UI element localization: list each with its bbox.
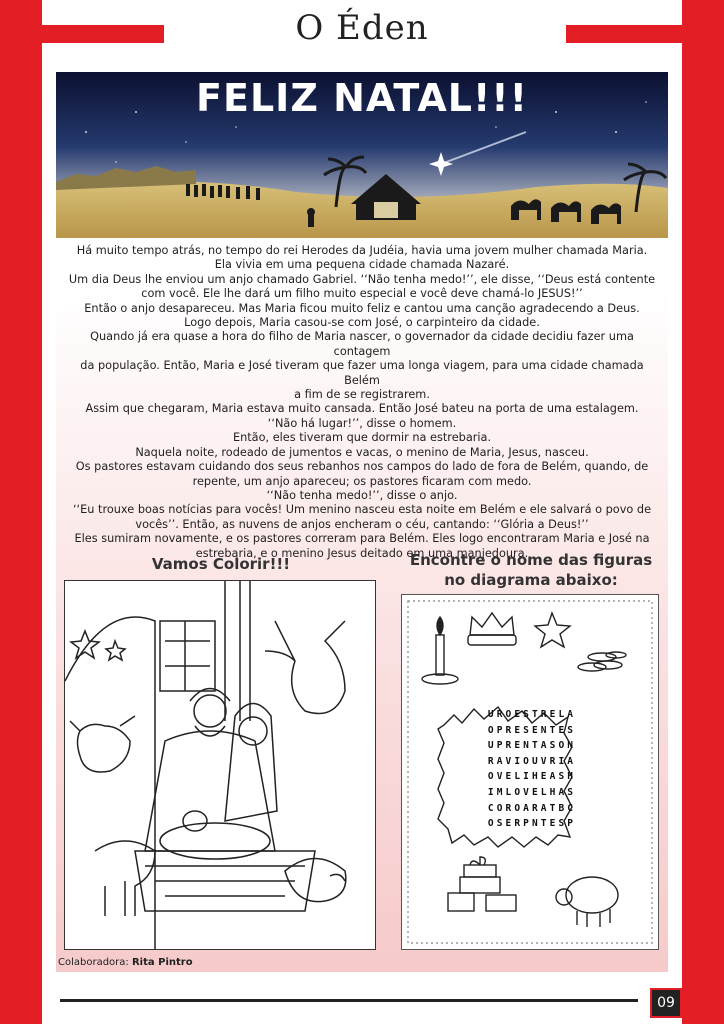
left-red-border xyxy=(0,0,42,1024)
story-line: a fim de se registrarem. xyxy=(294,388,430,402)
story-line: da população. Então, Maria e José tiveram que fazer uma longa viagem, para uma cidade chamada Belém xyxy=(80,359,644,387)
banner-title: FELIZ NATAL!!! xyxy=(196,76,528,120)
christmas-story xyxy=(62,244,662,561)
story-line: com você. Ele lhe dará um filho muito especial e você deve chamá-lo JESUS!’’ xyxy=(141,287,583,301)
story-line: Então, eles tiveram que dormir na estrebaria. xyxy=(232,431,492,445)
story-line: ‘‘Não tenha medo!’’, disse o anjo. xyxy=(266,488,458,502)
story-line: ‘‘Não há lugar!’’, disse o homem. xyxy=(267,416,457,430)
nativity-coloring-drawing xyxy=(65,581,375,949)
story-line: Ela vivia em uma pequena cidade chamada Nazaré. xyxy=(214,258,510,272)
contributor-name: Rita Pintro xyxy=(131,957,193,968)
wordsearch-row: OPRESENTES xyxy=(487,724,577,736)
page-number: 09 xyxy=(650,988,682,1018)
wordsearch-row: OVELIHEASH xyxy=(487,771,577,783)
wordsearch-row: RAVIOUVRIA xyxy=(487,755,577,767)
wordsearch-row: UPRENTASON xyxy=(487,740,577,752)
wordsearch-row: COROARATBC xyxy=(487,802,577,814)
wordsearch-grid xyxy=(458,707,606,832)
contributor-label: Colaboradora: xyxy=(58,957,129,968)
story-line: repente, um anjo apareceu; os pastores ficaram com medo. xyxy=(192,474,532,488)
story-line: estrebaria, e o menino Jesus deitado em uma manjedoura. xyxy=(195,546,529,560)
story-line: Naquela noite, rodeado de jumentos e vacas, o menino de Maria, Jesus, nasceu. xyxy=(135,445,589,459)
wordsearch-heading-line1: Encontre o nome das figuras xyxy=(409,551,653,569)
right-red-border xyxy=(682,0,724,1024)
wordsearch-row: OSERPNTESP xyxy=(487,818,577,830)
wordsearch-page xyxy=(401,594,659,950)
coloring-page xyxy=(64,580,376,950)
story-line: Um dia Deus lhe enviou um anjo chamado Gabriel. ‘‘Não tenha medo!’’, ele disse, ‘‘Deus está contente xyxy=(68,272,656,286)
footer-rule xyxy=(60,999,638,1002)
story-line: Há muito tempo atrás, no tempo do rei Herodes da Judéia, havia uma jovem mulher chamada Maria. xyxy=(76,244,648,257)
story-line: vocês’’. Então, as nuvens de anjos encheram o céu, cantando: ‘‘Glória a Deus!’’ xyxy=(135,517,589,531)
wordsearch-heading-line2: no diagrama abaixo: xyxy=(444,571,618,589)
story-line: Os pastores estavam cuidando dos seus rebanhos nos campos do lado de fora de Belém, quando, de xyxy=(75,460,649,474)
story-line: Assim que chegaram, Maria estava muito cansada. Então José bateu na porta de uma estalagem. xyxy=(85,402,639,416)
masthead-title: O Éden xyxy=(295,8,429,48)
story-line: ‘‘Eu trouxe boas notícias para vocês! Um menino nasceu esta noite em Belém e ele salvará o povo de xyxy=(72,503,652,517)
nativity-banner xyxy=(56,72,668,238)
story-line: Logo depois, Maria casou-se com José, o carpinteiro da cidade. xyxy=(184,316,540,330)
story-line: Quando já era quase a hora do filho de Maria nascer, o governador da cidade decidiu fazer uma contagem xyxy=(90,330,634,358)
contributor-credit xyxy=(58,957,193,968)
story-line: Então o anjo desapareceu. Mas Maria ficou muito feliz e cantou uma canção agradecendo a Deus. xyxy=(84,301,640,315)
story-line: Eles sumiram novamente, e os pastores correram para Belém. Eles logo encontraram Maria e José na xyxy=(74,532,650,546)
wordsearch-heading xyxy=(386,550,676,590)
wordsearch-row: IMLOVELHAS xyxy=(487,786,577,798)
wordsearch-row: UROESTRELA xyxy=(487,709,577,720)
coloring-heading: Vamos Colorir!!! xyxy=(151,555,291,573)
content-panel xyxy=(56,72,668,972)
